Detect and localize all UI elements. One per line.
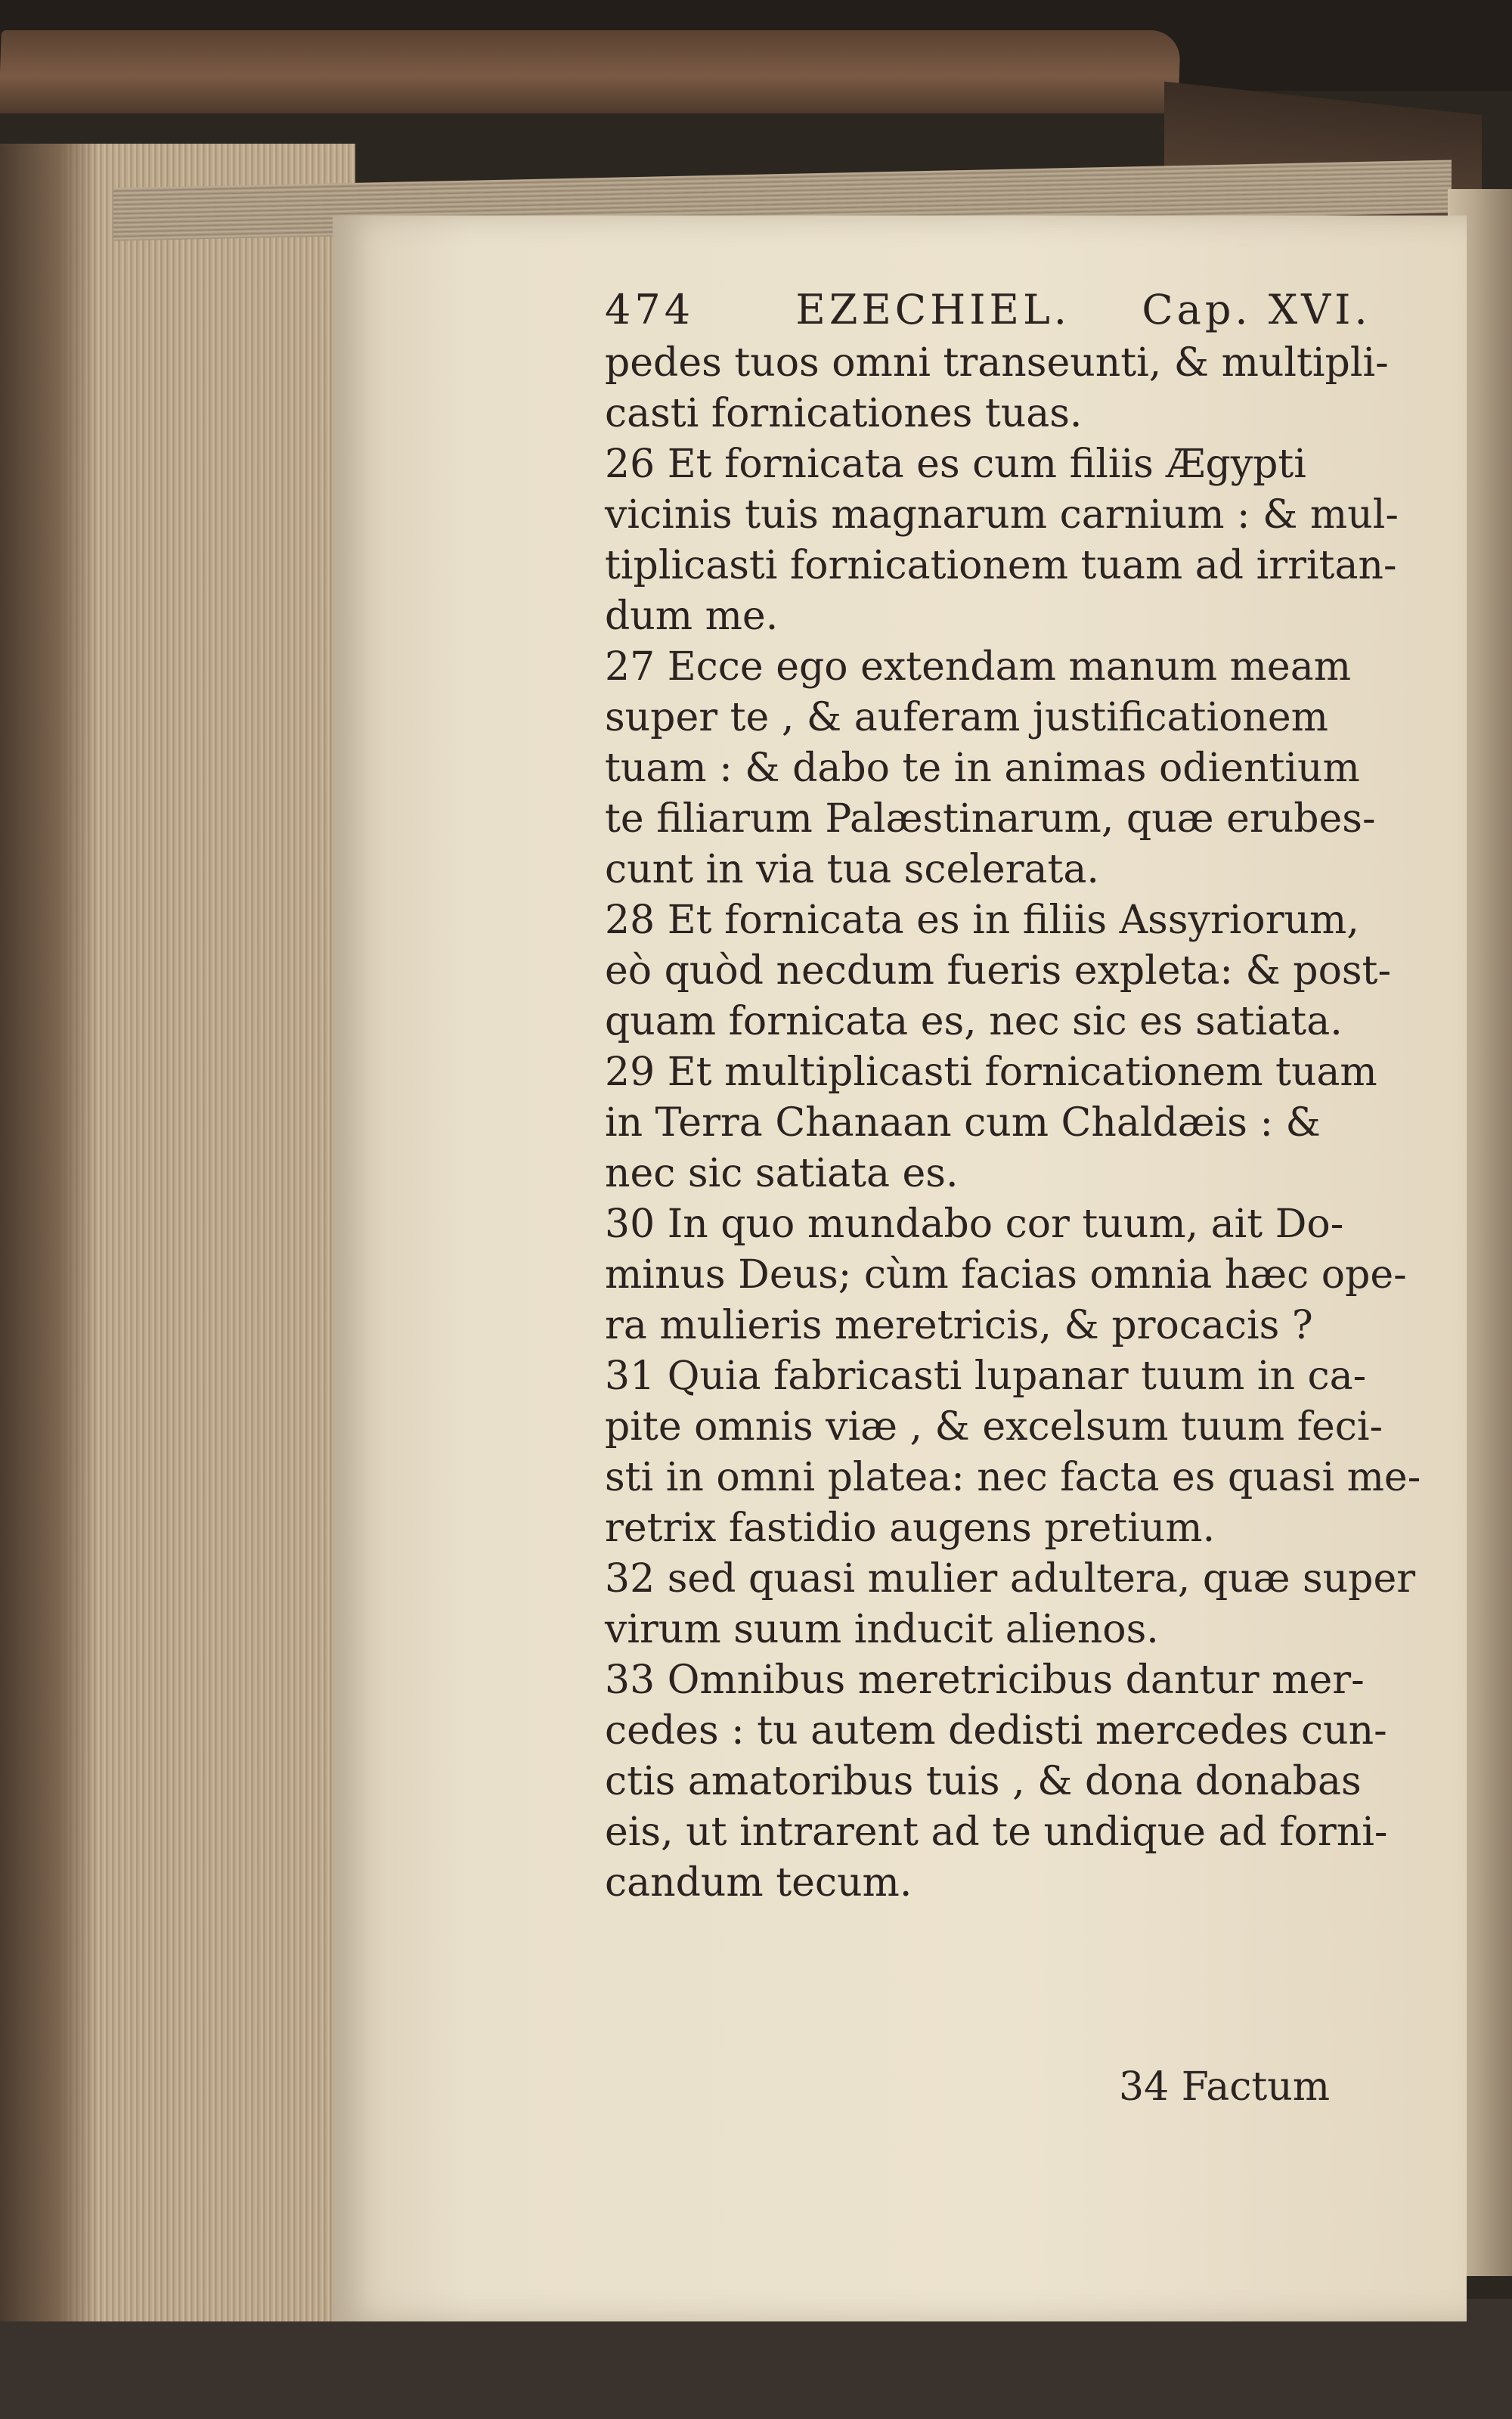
page-block-shadow [0,144,98,2321]
text-line: 30 In quo mundabo cor tuum, ait Do- [605,1202,1344,1247]
page-number: 474 [605,286,695,333]
chapter-label: Cap. XVI. [1142,286,1371,333]
text-line: retrix fastidio augens pretium. [605,1506,1216,1551]
text-line: te filiarum Palæstinarum, quæ erubes- [605,796,1376,842]
text-line: 33 Omnibus meretricibus dantur mer- [605,1658,1365,1703]
text-line: virum suum inducit alienos. [605,1607,1159,1652]
text-line: ra mulieris meretricis, & procacis ? [605,1303,1313,1348]
text-line: cedes : tu autem dedisti mercedes cun- [605,1708,1387,1754]
text-line: 27 Ecce ego extendam manum meam [605,644,1352,690]
text-line: sti in omni platea: nec facta es quasi me- [605,1455,1421,1500]
text-line: 28 Et fornicata es in filiis Assyriorum, [605,898,1359,943]
text-line: quam fornicata es, nec sic es satiata. [605,999,1343,1044]
text-line: candum tecum. [605,1860,912,1906]
text-line: super te , & auferam justificationem [605,695,1328,740]
text-line: casti fornicationes tuas. [605,391,1083,436]
text-line: cunt in via tua scelerata. [605,847,1099,892]
text-line: 31 Quia fabricasti lupanar tuum in ca- [605,1354,1367,1399]
text-line: tiplicasti fornicationem tuam ad irritan- [605,543,1397,588]
text-line: nec sic satiata es. [605,1151,959,1196]
text-line: eò quòd necdum fueris expleta: & post- [605,948,1392,994]
text-line: 29 Et multiplicasti fornicationem tuam [605,1050,1377,1095]
book-cover-top [0,30,1181,113]
text-line: pedes tuos omni transeunti, & multipli- [605,340,1389,386]
text-line: tuam : & dabo te in animas odientium [605,746,1360,791]
text-line: 32 sed quasi mulier adultera, quæ super [605,1556,1416,1602]
text-line: dum me. [605,594,779,639]
text-line: 26 Et fornicata es cum filiis Ægypti [605,442,1306,487]
running-title: EZECHIEL. [795,286,1070,333]
text-line: in Terra Chanaan cum Chaldæis : & [605,1100,1321,1146]
text-line: minus Deus; cùm facias omnia hæc ope- [605,1252,1407,1298]
catchword: 34 Factum [1119,2064,1331,2110]
text-line: vicinis tuis magnarum carnium : & mul- [605,492,1399,538]
text-line: eis, ut intrarent ad te undique ad forni- [605,1810,1388,1855]
text-line: ctis amatoribus tuis , & dona donabas [605,1759,1362,1804]
running-header [605,287,1371,333]
text-line: pite omnis viæ , & excelsum tuum feci- [605,1404,1383,1450]
